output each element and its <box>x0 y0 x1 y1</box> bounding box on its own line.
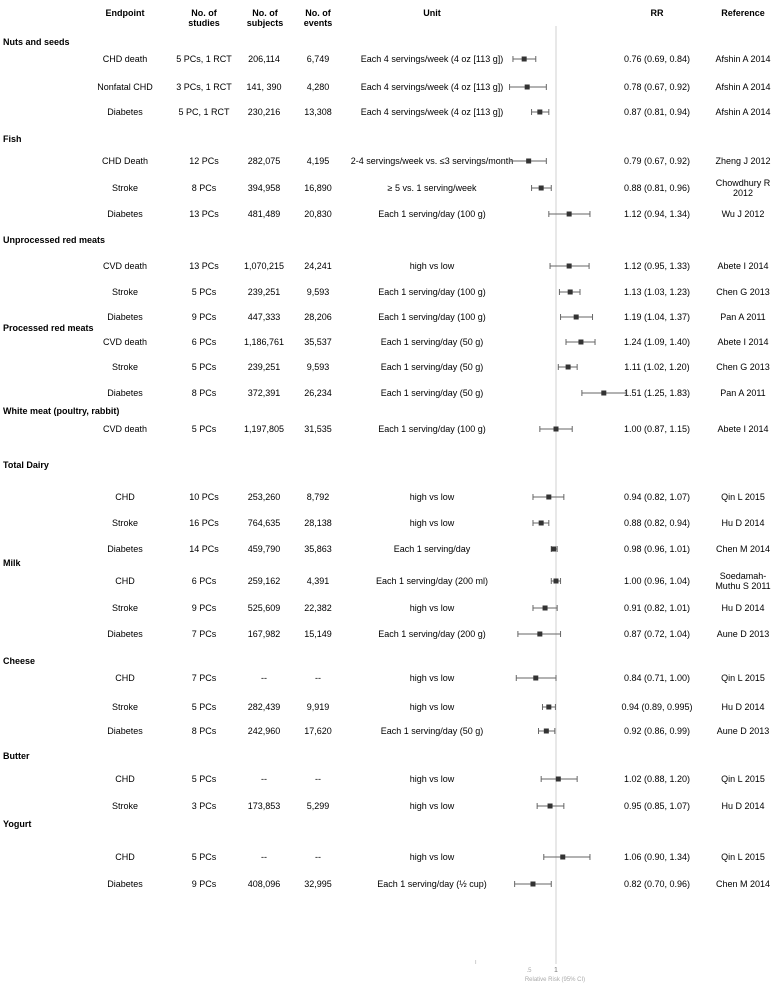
reference-cell: Zheng J 2012 <box>715 156 771 166</box>
events-cell: 35,537 <box>304 337 332 347</box>
endpoint-cell: Diabetes <box>107 544 143 554</box>
point-estimate-marker <box>568 290 573 295</box>
point-estimate-marker <box>578 340 583 345</box>
subjects-cell: 1,070,215 <box>243 261 285 271</box>
group-heading: White meat (poultry, rabbit) <box>3 406 120 416</box>
rr-cell: 0.94 (0.82, 1.07) <box>623 492 691 502</box>
events-cell: 4,195 <box>306 156 330 166</box>
point-estimate-marker <box>539 186 544 191</box>
reference-cell: Chen M 2014 <box>715 544 771 554</box>
group-heading: Unprocessed red meats <box>3 235 106 245</box>
header-subjects: No. of subjects <box>246 8 284 28</box>
axis-tick-left: .5 <box>526 968 532 974</box>
reference-cell: Afshin A 2014 <box>715 107 771 117</box>
studies-cell: 6 PCs <box>191 337 217 347</box>
subjects-cell: 481,489 <box>247 209 281 219</box>
group-heading: Nuts and seeds <box>3 37 70 47</box>
endpoint-cell: CHD <box>115 576 135 586</box>
subjects-cell: 167,982 <box>247 629 281 639</box>
studies-cell: 13 PCs <box>189 261 219 271</box>
unit-cell: high vs low <box>409 518 455 528</box>
rr-cell: 0.82 (0.70, 0.96) <box>623 879 691 889</box>
endpoint-cell: CVD death <box>102 337 148 347</box>
unit-cell: high vs low <box>409 673 455 683</box>
endpoint-cell: CVD death <box>102 261 148 271</box>
events-cell: -- <box>315 852 321 862</box>
point-estimate-marker <box>537 110 542 115</box>
rr-cell: 1.13 (1.03, 1.23) <box>623 287 691 297</box>
events-cell: 5,299 <box>306 801 330 811</box>
reference-cell: Wu J 2012 <box>721 209 765 219</box>
point-estimate-marker <box>567 212 572 217</box>
events-cell: 4,391 <box>306 576 330 586</box>
header-unit: Unit <box>423 8 441 18</box>
events-cell: 28,206 <box>304 312 332 322</box>
endpoint-cell: Stroke <box>111 362 138 372</box>
events-cell: 13,308 <box>304 107 332 117</box>
studies-cell: 5 PCs <box>191 362 217 372</box>
subjects-cell: -- <box>261 852 267 862</box>
point-estimate-marker <box>601 391 606 396</box>
group-heading: Total Dairy <box>3 460 49 470</box>
unit-cell: Each 4 servings/week (4 oz [113 g]) <box>360 107 504 117</box>
studies-cell: 7 PCs <box>191 673 217 683</box>
point-estimate-marker <box>551 547 556 552</box>
endpoint-cell: Stroke <box>111 801 138 811</box>
rr-cell: 0.95 (0.85, 1.07) <box>623 801 691 811</box>
subjects-cell: -- <box>261 774 267 784</box>
endpoint-cell: Diabetes <box>107 209 143 219</box>
reference-cell: Hu D 2014 <box>721 702 765 712</box>
header-studies: No. of studies <box>188 8 220 28</box>
unit-cell: high vs low <box>409 774 455 784</box>
subjects-cell: 1,197,805 <box>243 424 285 434</box>
unit-cell: Each 1 serving/day (100 g) <box>378 209 486 219</box>
events-cell: 8,792 <box>306 492 330 502</box>
studies-cell: 3 PCs, 1 RCT <box>176 82 232 92</box>
subjects-cell: 282,439 <box>247 702 281 712</box>
events-cell: 15,149 <box>304 629 332 639</box>
reference-cell: Abete I 2014 <box>717 337 769 347</box>
unit-cell: high vs low <box>409 852 455 862</box>
reference-cell: Hu D 2014 <box>721 518 765 528</box>
endpoint-cell: Nonfatal CHD <box>97 82 153 92</box>
rr-cell: 1.02 (0.88, 1.20) <box>623 774 691 784</box>
studies-cell: 9 PCs <box>191 312 217 322</box>
point-estimate-marker <box>533 676 538 681</box>
studies-cell: 13 PCs <box>189 209 219 219</box>
studies-cell: 8 PCs <box>191 388 217 398</box>
unit-cell: 2-4 servings/week vs. ≤3 servings/month <box>350 156 514 166</box>
endpoint-cell: CHD <box>115 852 135 862</box>
events-cell: 26,234 <box>304 388 332 398</box>
point-estimate-marker <box>544 729 549 734</box>
endpoint-cell: Stroke <box>111 702 138 712</box>
events-cell: 6,749 <box>306 54 330 64</box>
unit-cell: Each 1 serving/day (50 g) <box>380 726 484 736</box>
studies-cell: 5 PCs <box>191 287 217 297</box>
endpoint-cell: Stroke <box>111 287 138 297</box>
subjects-cell: -- <box>261 673 267 683</box>
subjects-cell: 282,075 <box>247 156 281 166</box>
reference-cell: Abete I 2014 <box>717 424 769 434</box>
reference-cell: Chen G 2013 <box>716 362 770 372</box>
unit-cell: high vs low <box>409 801 455 811</box>
reference-cell: Qin L 2015 <box>721 492 765 502</box>
reference-cell: Qin L 2015 <box>721 852 765 862</box>
studies-cell: 5 PCs <box>191 852 217 862</box>
subjects-cell: 459,790 <box>247 544 281 554</box>
endpoint-cell: CVD death <box>102 424 148 434</box>
studies-cell: 9 PCs <box>191 879 217 889</box>
unit-cell: Each 4 servings/week (4 oz [113 g]) <box>360 82 504 92</box>
events-cell: 31,535 <box>304 424 332 434</box>
studies-cell: 16 PCs <box>189 518 219 528</box>
subjects-cell: 408,096 <box>247 879 281 889</box>
endpoint-cell: CHD <box>115 774 135 784</box>
studies-cell: 10 PCs <box>189 492 219 502</box>
subjects-cell: 764,635 <box>247 518 281 528</box>
subjects-cell: 206,114 <box>248 54 280 64</box>
events-cell: 20,830 <box>304 209 332 219</box>
point-estimate-marker <box>543 606 548 611</box>
rr-cell: 0.78 (0.67, 0.92) <box>623 82 691 92</box>
events-cell: 28,138 <box>304 518 332 528</box>
point-estimate-marker <box>530 882 535 887</box>
studies-cell: 9 PCs <box>191 603 217 613</box>
reference-cell: Qin L 2015 <box>721 774 765 784</box>
header-reference: Reference <box>721 8 765 18</box>
subjects-cell: 1,186,761 <box>243 337 285 347</box>
subjects-cell: 253,260 <box>247 492 281 502</box>
subjects-cell: 239,251 <box>247 287 281 297</box>
point-estimate-marker <box>548 804 553 809</box>
events-cell: 16,890 <box>304 183 332 193</box>
subjects-cell: 173,853 <box>247 801 281 811</box>
reference-cell: Afshin A 2014 <box>715 82 771 92</box>
point-estimate-marker <box>554 427 559 432</box>
group-heading: Milk <box>3 558 21 568</box>
point-estimate-marker <box>546 495 551 500</box>
endpoint-cell: Diabetes <box>107 879 143 889</box>
rr-cell: 0.91 (0.82, 1.01) <box>623 603 691 613</box>
unit-cell: high vs low <box>409 702 455 712</box>
rr-cell: 0.76 (0.69, 0.84) <box>623 54 691 64</box>
unit-cell: Each 1 serving/day (50 g) <box>380 388 484 398</box>
studies-cell: 8 PCs <box>191 183 217 193</box>
reference-cell: Chen M 2014 <box>715 879 771 889</box>
reference-cell: Chen G 2013 <box>716 287 770 297</box>
point-estimate-marker <box>522 57 527 62</box>
reference-cell: Abete I 2014 <box>717 261 769 271</box>
reference-cell: Aune D 2013 <box>716 629 770 639</box>
events-cell: -- <box>315 673 321 683</box>
subjects-cell: 447,333 <box>247 312 281 322</box>
unit-cell: Each 4 servings/week (4 oz [113 g]) <box>360 54 504 64</box>
reference-cell: Aune D 2013 <box>716 726 770 736</box>
unit-cell: high vs low <box>409 603 455 613</box>
studies-cell: 5 PCs, 1 RCT <box>176 54 232 64</box>
unit-cell: Each 1 serving/day (½ cup) <box>377 879 487 889</box>
point-estimate-marker <box>556 777 561 782</box>
header-endpoint: Endpoint <box>105 8 145 18</box>
reference-cell: Hu D 2014 <box>721 801 765 811</box>
point-estimate-marker <box>554 579 559 584</box>
reference-cell: Afshin A 2014 <box>715 54 771 64</box>
unit-cell: Each 1 serving/day (200 ml) <box>375 576 489 586</box>
subjects-cell: 525,609 <box>247 603 281 613</box>
unit-cell: Each 1 serving/day (50 g) <box>380 337 484 347</box>
unit-cell: Each 1 serving/day <box>393 544 471 554</box>
subjects-cell: 242,960 <box>247 726 281 736</box>
point-estimate-marker <box>546 705 551 710</box>
header-rr: RR <box>650 8 664 18</box>
events-cell: 9,593 <box>306 362 330 372</box>
point-estimate-marker <box>537 632 542 637</box>
events-cell: -- <box>315 774 321 784</box>
studies-cell: 5 PCs <box>191 424 217 434</box>
rr-cell: 0.79 (0.67, 0.92) <box>623 156 691 166</box>
subjects-cell: 259,162 <box>247 576 281 586</box>
unit-cell: Each 1 serving/day (100 g) <box>378 287 486 297</box>
rr-cell: 0.88 (0.82, 0.94) <box>623 518 691 528</box>
point-estimate-marker <box>567 264 572 269</box>
endpoint-cell: Diabetes <box>107 726 143 736</box>
rr-cell: 0.87 (0.81, 0.94) <box>623 107 691 117</box>
point-estimate-marker <box>539 521 544 526</box>
events-cell: 35,863 <box>304 544 332 554</box>
unit-cell: high vs low <box>409 492 455 502</box>
rr-cell: 1.12 (0.95, 1.33) <box>623 261 691 271</box>
rr-cell: 0.98 (0.96, 1.01) <box>623 544 691 554</box>
endpoint-cell: CHD death <box>102 54 148 64</box>
point-estimate-marker <box>574 315 579 320</box>
rr-cell: 0.87 (0.72, 1.04) <box>623 629 691 639</box>
events-cell: 24,241 <box>304 261 332 271</box>
rr-cell: 0.84 (0.71, 1.00) <box>623 673 691 683</box>
subjects-cell: 230,216 <box>247 107 281 117</box>
rr-cell: 1.11 (1.02, 1.20) <box>624 362 690 372</box>
reference-cell: Soedamah-Muthu S 2011 <box>715 571 771 591</box>
studies-cell: 7 PCs <box>191 629 217 639</box>
rr-cell: 0.88 (0.81, 0.96) <box>623 183 691 193</box>
unit-cell: Each 1 serving/day (200 g) <box>378 629 486 639</box>
reference-cell: Hu D 2014 <box>721 603 765 613</box>
header-events: No. of events <box>303 8 333 28</box>
studies-cell: 14 PCs <box>189 544 219 554</box>
group-heading: Butter <box>3 751 30 761</box>
group-heading: Cheese <box>3 656 36 666</box>
events-cell: 9,593 <box>306 287 330 297</box>
unit-cell: Each 1 serving/day (50 g) <box>380 362 484 372</box>
studies-cell: 6 PCs <box>191 576 217 586</box>
studies-cell: 8 PCs <box>191 726 217 736</box>
rr-cell: 1.24 (1.09, 1.40) <box>623 337 691 347</box>
endpoint-cell: CHD Death <box>101 156 148 166</box>
reference-cell: Chowdhury R 2012 <box>715 178 771 198</box>
rr-cell: 1.00 (0.96, 1.04) <box>623 576 691 586</box>
subjects-cell: 394,958 <box>247 183 281 193</box>
unit-cell: Each 1 serving/day (100 g) <box>378 312 486 322</box>
endpoint-cell: Stroke <box>111 603 138 613</box>
rr-cell: 0.92 (0.86, 0.99) <box>623 726 691 736</box>
subjects-cell: 141, 390 <box>246 82 282 92</box>
events-cell: 22,382 <box>304 603 332 613</box>
endpoint-cell: Diabetes <box>107 388 143 398</box>
axis-label: Relative Risk (95% CI) <box>524 977 586 983</box>
endpoint-cell: Stroke <box>111 183 138 193</box>
rr-cell: 1.19 (1.04, 1.37) <box>623 312 691 322</box>
endpoint-cell: Diabetes <box>107 629 143 639</box>
studies-cell: 5 PCs <box>191 702 217 712</box>
studies-cell: 3 PCs <box>191 801 217 811</box>
events-cell: 9,919 <box>306 702 330 712</box>
rr-cell: 1.51 (1.25, 1.83) <box>623 388 691 398</box>
reference-cell: Pan A 2011 <box>720 388 766 398</box>
group-heading: Fish <box>3 134 22 144</box>
events-cell: 32,995 <box>304 879 332 889</box>
studies-cell: 5 PC, 1 RCT <box>178 107 230 117</box>
reference-cell: Pan A 2011 <box>720 312 766 322</box>
studies-cell: 5 PCs <box>191 774 217 784</box>
events-cell: 17,620 <box>304 726 332 736</box>
unit-cell: high vs low <box>409 261 455 271</box>
group-heading: Yogurt <box>3 819 32 829</box>
subjects-cell: 372,391 <box>247 388 281 398</box>
group-heading: Processed red meats <box>3 323 94 333</box>
point-estimate-marker <box>525 85 530 90</box>
endpoint-cell: CHD <box>115 673 135 683</box>
point-estimate-marker <box>560 855 565 860</box>
endpoint-cell: Diabetes <box>107 312 143 322</box>
reference-cell: Qin L 2015 <box>721 673 765 683</box>
events-cell: 4,280 <box>306 82 330 92</box>
rr-cell: 0.94 (0.89, 0.995) <box>621 702 693 712</box>
point-estimate-marker <box>566 365 571 370</box>
studies-cell: 12 PCs <box>189 156 219 166</box>
point-estimate-marker <box>526 159 531 164</box>
subjects-cell: 239,251 <box>247 362 281 372</box>
endpoint-cell: Stroke <box>111 518 138 528</box>
axis-tick-ref: 1 <box>554 967 558 974</box>
endpoint-cell: CHD <box>115 492 135 502</box>
rr-cell: 1.12 (0.94, 1.34) <box>623 209 691 219</box>
endpoint-cell: Diabetes <box>107 107 143 117</box>
unit-cell: ≥ 5 vs. 1 serving/week <box>387 183 477 193</box>
unit-cell: Each 1 serving/day (100 g) <box>378 424 486 434</box>
rr-cell: 1.00 (0.87, 1.15) <box>623 424 691 434</box>
rr-cell: 1.06 (0.90, 1.34) <box>623 852 691 862</box>
